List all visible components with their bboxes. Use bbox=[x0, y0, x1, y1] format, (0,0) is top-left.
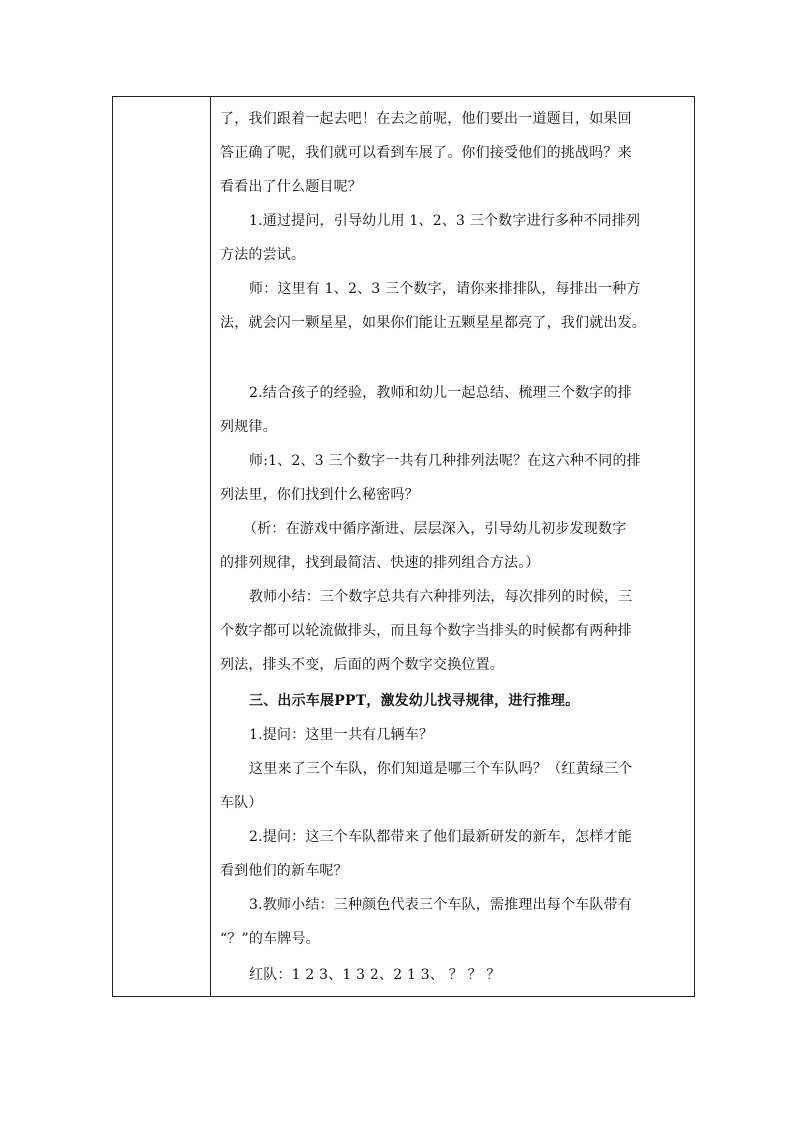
question-line: 1.提问：这里一共有几辆车？ bbox=[249, 727, 434, 743]
paragraph-line: 方法的尝试。 bbox=[220, 247, 306, 263]
summary-line: 3.教师小结：三种颜色代表三个车队，需推理出每个车队带有 bbox=[249, 897, 632, 913]
red-team-line: 红队：1 2 3、1 3 2、2 1 3、 ？ ？ ？ bbox=[249, 967, 501, 983]
paragraph-line: 这里来了三个车队，你们知道是哪三个车队吗？（红黄绿三个 bbox=[249, 761, 633, 777]
paragraph-line: 法，就会闪一颗星星，如果你们能让五颗星星都亮了，我们就出发。 bbox=[220, 315, 646, 331]
paragraph-line: 个数字都可以轮流做排头，而且每个数字当排头的时候都有两种排 bbox=[220, 623, 632, 639]
paragraph-line: 答正确了呢，我们就可以看到车展了。你们接受他们的挑战吗？来 bbox=[220, 145, 632, 161]
lesson-table bbox=[112, 96, 695, 997]
paragraph-line: 车队） bbox=[220, 795, 263, 811]
question-line: 2.提问：这三个车队都带来了他们最新研发的新车，怎样才能 bbox=[249, 829, 632, 845]
paragraph-line: 了，我们跟着一起去吧！在去之前呢，他们要出一道题目，如果回 bbox=[220, 111, 632, 127]
step-2-line: 2.结合孩子的经验，教师和幼儿一起总结、梳理三个数字的排 bbox=[249, 385, 632, 401]
paragraph-line: 看到他们的新车呢？ bbox=[220, 863, 348, 879]
paragraph-line: 的排列规律，找到最简洁、快速的排列组合方法。） bbox=[220, 555, 540, 571]
table-content-cell bbox=[211, 97, 694, 996]
step-1-line: 1.通过提问，引导幼儿用 1、2、3 三个数字进行多种不同排列 bbox=[249, 213, 641, 229]
table-label-cell bbox=[113, 97, 211, 996]
paragraph-line: 列法，排头不变，后面的两个数字交换位置。 bbox=[220, 657, 504, 673]
paragraph-line: 列规律。 bbox=[220, 419, 277, 435]
teacher-line: 师:1、2、3 三个数字一共有几种排列法呢？在这六种不同的排 bbox=[249, 453, 641, 469]
teacher-line: 师：这里有 1、2、3 三个数字，请你来排排队，每排出一种方 bbox=[249, 281, 641, 297]
paragraph-line: 列法里，你们找到什么秘密吗？ bbox=[220, 487, 419, 503]
analysis-line: （析：在游戏中循序渐进、层层深入，引导幼儿初步发现数字 bbox=[243, 521, 627, 537]
paragraph-line: “？”的车牌号。 bbox=[220, 931, 320, 947]
paragraph-line: 看看出了什么题目呢？ bbox=[220, 179, 362, 195]
summary-line: 教师小结：三个数字总共有六种排列法，每次排列的时候，三 bbox=[249, 589, 633, 605]
section-heading: 三、出示车展PPT，激发幼儿找寻规律，进行推理。 bbox=[249, 693, 580, 709]
